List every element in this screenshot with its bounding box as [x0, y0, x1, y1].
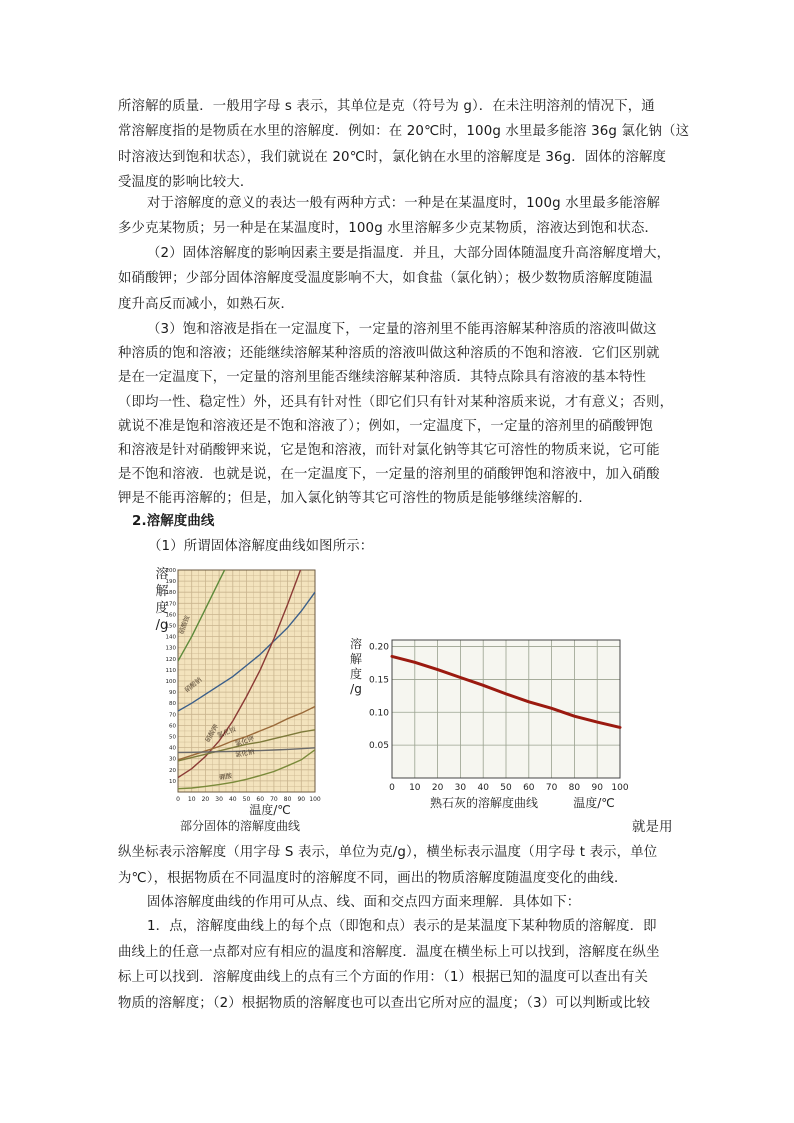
- y-tick-label: 160: [165, 612, 176, 619]
- y-axis-label: /g: [350, 682, 362, 696]
- y-tick-label: 20: [169, 767, 176, 774]
- y-tick-label: 70: [169, 712, 176, 719]
- paragraph-line: 度升高反而减小，如熟石灰．: [118, 296, 295, 312]
- y-tick-label: 60: [169, 723, 176, 730]
- x-axis-label: 温度/℃: [573, 796, 615, 810]
- paragraph-line: 钾是不能再溶解的；但是，加入氯化钠等其它可溶性的物质是能够继续溶解的．: [118, 491, 592, 507]
- y-axis-label: 解: [349, 652, 363, 666]
- y-tick-label: 110: [165, 667, 176, 674]
- y-axis-label: 溶: [349, 637, 363, 651]
- paragraph-line: 时溶液达到饱和状态），我们就说在 20℃时，氯化钠在水里的溶解度是 36g．固体的溶解度: [118, 149, 667, 165]
- x-tick-label: 0: [176, 796, 180, 803]
- y-tick-label: 0.15: [368, 675, 389, 686]
- x-tick-label: 20: [431, 783, 444, 793]
- chart-title: 部分固体的溶解度曲线: [179, 819, 301, 833]
- section-heading: 2.溶解度曲线: [132, 514, 215, 529]
- x-tick-label: 80: [568, 783, 581, 793]
- y-tick-label: 50: [169, 734, 176, 741]
- y-tick-label: 100: [165, 679, 176, 685]
- x-tick-label: 40: [228, 796, 237, 803]
- y-tick-label: 0.05: [368, 741, 389, 752]
- y-axis-label: 溶: [155, 567, 169, 582]
- y-tick-label: 0.10: [368, 708, 389, 719]
- paragraph-line: 物质的溶解度；（2）根据物质的溶解度也可以查出它所对应的温度；（3）可以判断或比较: [118, 995, 651, 1011]
- paragraph-line: 种溶质的饱和溶液；还能继续溶解某种溶质的溶液叫做这种溶质的不饱和溶液．它们区别就: [118, 346, 660, 362]
- y-tick-label: 130: [165, 645, 176, 652]
- y-tick-label: 0.20: [368, 642, 389, 653]
- paragraph-line: 固体溶解度曲线的作用可从点、线、面和交点四方面来理解．具体如下：: [147, 895, 581, 910]
- y-tick-label: 40: [169, 745, 176, 752]
- paragraph-line: 和溶液是针对硝酸钾来说，它是饱和溶液，而针对氯化钠等其它可溶性的物质来说，它可能: [118, 443, 660, 458]
- y-tick-label: 30: [169, 756, 176, 763]
- paragraph-line: 就说不准是饱和溶液还是不饱和溶液了）；例如，一定温度下，一定量的溶剂里的硝酸钾饱: [118, 418, 653, 434]
- x-tick-label: 0: [389, 783, 395, 793]
- y-tick-label: 10: [169, 778, 176, 785]
- x-tick-label: 100: [611, 783, 629, 793]
- x-tick-label: 30: [454, 783, 467, 793]
- paragraph-line: 1．点，溶解度曲线上的每个点（即饱和点）表示的是某温度下某种物质的溶解度．即: [147, 919, 657, 934]
- paragraph-line: 对于溶解度的意义的表达一般有两种方式：一种是在某温度时，100g 水里最多能溶解: [147, 196, 660, 211]
- series-label: 氯化钾: [234, 734, 256, 749]
- series-label: 硼酸: [218, 771, 233, 782]
- y-tick-label: 140: [165, 634, 176, 641]
- paragraph-line: 是不饱和溶液．也就是说，在一定温度下，一定量的溶剂里的硝酸钾饱和溶液中，加入硝酸: [118, 467, 660, 483]
- paragraph-line: 常溶解度指的是物质在水里的溶解度．例如：在 20℃时，100g 水里最多能溶 36g 氯化钠（这: [118, 124, 690, 140]
- paragraph-line: （即均一性、稳定性）外，还具有针对性（即它们只有针对某种溶质来说，才有意义；否则，: [118, 394, 674, 410]
- x-tick-label: 50: [242, 796, 251, 803]
- series-label: 氯化铵: [216, 725, 238, 740]
- paragraph-line: （3）饱和溶液是指在一定温度下，一定量的溶剂里不能再溶解某种溶质的溶液叫做这: [147, 322, 657, 337]
- y-tick-label: 120: [165, 656, 176, 663]
- x-tick-label: 10: [409, 783, 421, 793]
- x-tick-label: 50: [500, 783, 512, 793]
- paragraph-line: 曲线上的任意一点都对应有相应的温度和溶解度．温度在横坐标上可以找到，溶解度在纵坐: [118, 944, 660, 960]
- x-tick-label: 60: [523, 783, 535, 793]
- chart-slaked-lime-solubility: [344, 636, 629, 811]
- y-axis-label: 度: [349, 667, 363, 681]
- figure-intro: （1）所谓固体溶解度曲线如图所示：: [148, 539, 374, 554]
- paragraph-line: 所溶解的质量．一般用字母 s 表示，其单位是克（符号为 g）．在未注明溶剂的情况下，通: [118, 99, 655, 114]
- x-tick-label: 10: [187, 796, 196, 803]
- y-axis-label: 解: [155, 584, 169, 599]
- figure-tail-text: 就是用: [632, 820, 673, 835]
- paragraph-line: 为℃），根据物质在不同温度时的溶解度不同，画出的物质溶解度随温度变化的曲线．: [118, 870, 628, 886]
- x-tick-label: 90: [297, 796, 306, 803]
- y-axis-label: 度: [155, 601, 169, 616]
- x-tick-label: 20: [201, 796, 210, 803]
- series-label: 硝酸铵: [177, 614, 192, 636]
- y-tick-label: 80: [169, 701, 176, 708]
- series-label: 氯化钠: [234, 747, 256, 760]
- y-tick-label: 180: [165, 590, 176, 597]
- y-tick-label: 200: [165, 568, 176, 574]
- x-tick-label: 80: [283, 796, 292, 803]
- y-tick-label: 190: [165, 579, 176, 586]
- y-tick-label: 150: [165, 623, 176, 630]
- x-tick-label: 40: [477, 783, 489, 793]
- paragraph-line: 多少克某物质；另一种是在某温度时，100g 水里溶解多少克某物质，溶液达到饱和状态．: [118, 221, 659, 237]
- x-tick-label: 70: [545, 783, 558, 793]
- y-axis-label: /g: [155, 618, 169, 633]
- x-tick-label: 30: [215, 796, 223, 803]
- x-tick-label: 60: [256, 796, 265, 803]
- paragraph-line: 受温度的影响比较大．: [118, 175, 254, 191]
- chart-solid-solubility: [150, 562, 326, 834]
- y-tick-label: 170: [165, 601, 176, 608]
- paragraph-line: 如硝酸钾；少部分固体溶解度受温度影响不大，如食盐（氯化钠）；极少数物质溶解度随温: [118, 271, 653, 287]
- y-tick-label: 90: [169, 690, 176, 697]
- paragraph-line: 是在一定温度下，一定量的溶剂里能否继续溶解某种溶质．其特点除具有溶液的基本特性: [118, 370, 647, 386]
- paragraph-line: 纵坐标表示溶解度（用字母 S 表示，单位为克/g），横坐标表示温度（用字母 t 表示，单位: [118, 845, 658, 860]
- series-label: 硝酸钠: [183, 675, 204, 695]
- chart-title: 熟石灰的溶解度曲线: [429, 796, 539, 810]
- paragraph-line: （2）固体溶解度的影响因素主要是指温度．并且，大部分固体随温度升高溶解度增大，: [147, 246, 671, 261]
- x-tick-label: 70: [270, 796, 278, 803]
- x-tick-label: 100: [309, 796, 321, 803]
- series-label: 硝酸钾: [203, 722, 221, 744]
- paragraph-line: 标上可以找到．溶解度曲线上的点有三个方面的作用：（1）根据已知的温度可以查出有关: [118, 970, 649, 985]
- x-axis-label: 温度/℃: [249, 803, 291, 817]
- x-tick-label: 90: [591, 783, 603, 793]
